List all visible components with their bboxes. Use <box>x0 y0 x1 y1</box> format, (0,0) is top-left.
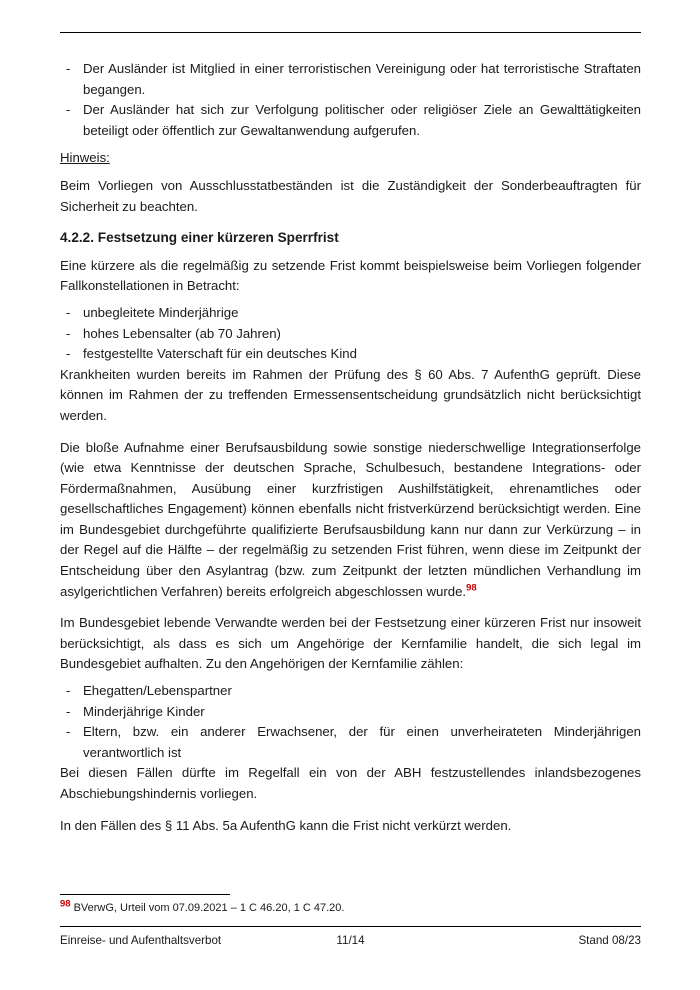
dash-marker: - <box>66 325 71 341</box>
list-item-text: festgestellte Vaterschaft für ein deutsches Kind <box>83 346 357 362</box>
paragraph-aufenthg-5a: In den Fällen des § 11 Abs. 5a AufenthG kann die Frist nicht verkürzt werden. <box>60 817 512 833</box>
paragraph-abh: Bei diesen Fällen dürfte im Regelfall ein von der ABH festzustellendes inlandsbezogenes Abschiebungshindernis vorliegen. <box>60 765 641 801</box>
page-content <box>60 59 641 847</box>
dash-marker: - <box>66 724 71 740</box>
list-item-text: Der Ausländer ist Mitglied in einer terroristischen Vereinigung oder hat terroristische Straftaten begangen. <box>83 61 641 97</box>
list-item <box>60 303 641 324</box>
list-item-text: unbegleitete Minderjährige <box>83 304 239 320</box>
footnote-area <box>60 894 641 916</box>
paragraph-berufsausbildung <box>60 438 641 603</box>
footnote-text: BVerwG, Urteil vom 07.09.2021 – 1 C 46.20, 1 C 47.20. <box>73 902 345 914</box>
dash-marker: - <box>66 346 71 362</box>
footer-version: Stand 08/23 <box>578 934 641 947</box>
paragraph-intro: Eine kürzere als die regelmäßig zu setzende Frist kommt beispielsweise beim Vorliegen folgender Fallkonstellationen in Betracht: <box>60 257 641 294</box>
list-item-text: Der Ausländer hat sich zur Verfolgung politischer oder religiöser Ziele an Gewalttätigkeiten beteiligt oder öffentlich zur Gewaltanwendung aufgerufen. <box>83 102 641 138</box>
list-item-text: Eltern, bzw. ein anderer Erwachsener, der für einen unverheirateten Minderjährigen verantwortlich ist <box>83 724 641 760</box>
exclusion-list <box>60 59 641 141</box>
footer-page-number: 11/14 <box>336 934 365 947</box>
footnote-ref: 98 <box>466 582 477 594</box>
paragraph-berufsausbildung-text: Die bloße Aufnahme einer Berufsausbildung sowie sonstige niederschwellige Integrationserfolge (wie etwa Kenntnisse der deutschen Sprache, Schulbesuch, bestandene Integrations- oder Fördermaßnahmen, Ausübung einer kurzfristigen Aushilfstätigkeit, ehrenamtliches oder gesellschaftliches Engagement) können ebenfalls nicht fristverkürzend berücksichtigt werden. Eine im Bundesgebiet durchgeführte qualifizierte Berufsausbildung kann nur dann zur Verkürzung – in der Regel auf die Hälfte – der regelmäßig zu setzenden Frist führen, wenn diese im Zeitpunkt der Entscheidung über den Asylantrag (bzw. zum Zeitpunkt der letzten mündlichen Verhandlung im asylgerichtlichen Verfahren) bereits erfolgreich abgeschlossen wurde. <box>60 439 641 599</box>
list-item <box>60 722 641 763</box>
section-heading: 4.2.2. Festsetzung einer kürzeren Sperrfrist <box>60 230 339 246</box>
dash-marker: - <box>66 102 71 118</box>
list-item <box>60 324 641 345</box>
list-item <box>60 344 641 365</box>
footnote-marker: 98 <box>60 898 71 910</box>
cases-list <box>60 303 641 365</box>
list-item <box>60 100 641 141</box>
page-footer <box>60 934 641 947</box>
list-item-text: Minderjährige Kinder <box>83 703 205 719</box>
paragraph-verwandte: Im Bundesgebiet lebende Verwandte werden bei der Festsetzung einer kürzeren Frist nur insoweit berücksichtigt, als dass es sich um Angehörige der Kernfamilie handelt, die sich legal im Bundesgebiet aufhalten. Zu den Angehörigen der Kernfamilie zählen: <box>60 615 641 672</box>
dash-marker: - <box>66 683 71 699</box>
list-item <box>60 702 641 723</box>
list-item <box>60 59 641 100</box>
footnote <box>60 898 641 916</box>
list-item-text: hohes Lebensalter (ab 70 Jahren) <box>83 325 281 341</box>
footnote-rule <box>60 894 230 895</box>
dash-marker: - <box>66 703 71 719</box>
header-rule <box>60 32 641 33</box>
list-item <box>60 681 641 702</box>
hinweis-paragraph: Beim Vorliegen von Ausschlusstatbeständen ist die Zuständigkeit der Sonderbeauftragten für Sicherheit zu beachten. <box>60 177 641 214</box>
paragraph-krankheiten: Krankheiten wurden bereits im Rahmen der Prüfung des § 60 Abs. 7 AufenthG geprüft. Diese können im Rahmen der zu treffenden Ermessensentscheidung grundsätzlich nicht berücksichtigt werden. <box>60 366 641 423</box>
dash-marker: - <box>66 61 71 76</box>
list-item-text: Ehegatten/Lebenspartner <box>83 683 232 699</box>
kernfamilie-list <box>60 681 641 763</box>
footer-document-title: Einreise- und Aufenthaltsverbot <box>60 934 222 947</box>
dash-marker: - <box>66 304 71 320</box>
footer-rule <box>60 926 641 927</box>
hinweis-label: Hinweis: <box>60 150 110 166</box>
